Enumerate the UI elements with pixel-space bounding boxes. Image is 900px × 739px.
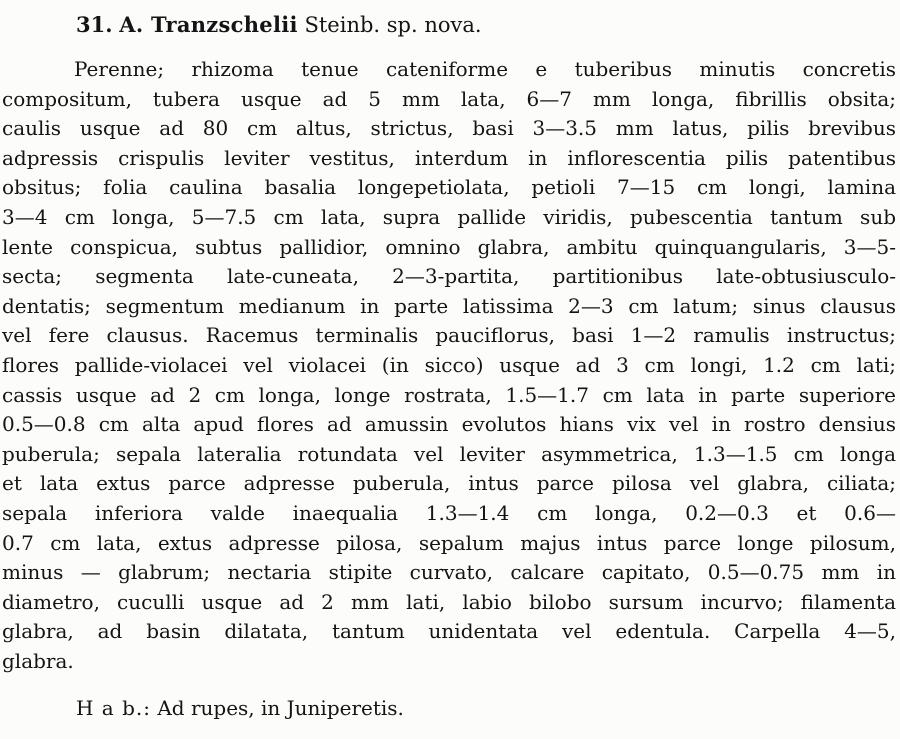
description-line: 0.5—0.8 cm alta apud flores ad amussin evolutos hians vix vel in rostro densius — [2, 412, 896, 437]
description-line: puberula; sepala lateralia rotundata vel leviter asymmetrica, 1.3—1.5 cm longa — [2, 441, 896, 466]
species-number: 31. — [76, 12, 113, 37]
description-line: minus — glabrum; nectaria stipite curvato, calcare capitato, 0.5—0.75 mm in — [2, 560, 896, 585]
habitat-line — [76, 693, 896, 723]
description-line: obsitus; folia caulina basalia longepetiolata, petioli 7—15 cm longi, lamina — [2, 175, 896, 200]
description-line: secta; segmenta late-cuneata, 2—3-partita, partitionibus late-obtusiusculo- — [2, 264, 896, 289]
description-line: cassis usque ad 2 cm longa, longe rostrata, 1.5—1.7 cm lata in parte superiore — [2, 382, 896, 407]
species-description — [0, 55, 900, 676]
description-line: sepala inferiora valde inaequalia 1.3—1.4 cm longa, 0.2—0.3 et 0.6— — [2, 500, 896, 525]
description-line: glabra, ad basin dilatata, tantum unidentata vel edentula. Carpella 4—5, — [2, 619, 896, 644]
description-line: 3—4 cm longa, 5—7.5 cm lata, supra pallide viridis, pubescentia tantum sub — [2, 204, 896, 229]
description-line: flores pallide-violacei vel violacei (in sicco) usque ad 3 cm longi, 1.2 cm lati; — [2, 352, 896, 377]
habitat-text: Ad rupes, in Juniperetis. — [157, 696, 404, 721]
species-name: A. Tranzschelii — [119, 12, 298, 37]
species-authority: Steinb. sp. nova. — [304, 13, 482, 37]
description-line: adpressis crispulis leviter vestitus, interdum in inflorescentia pilis patentibus — [2, 145, 896, 170]
description-line: dentatis; segmentum medianum in parte latissima 2—3 cm latum; sinus clausus — [2, 293, 896, 318]
description-line: diametro, cuculli usque ad 2 mm lati, labio bilobo sursum incurvo; filamenta — [2, 589, 896, 614]
description-line: vel fere clausus. Racemus terminalis pauciflorus, basi 1—2 ramulis instructus; — [2, 323, 896, 348]
description-line: Perenne; rhizoma tenue cateniforme e tuberibus minutis concretis — [74, 57, 896, 81]
habitat-label: H a b.: — [76, 696, 151, 721]
description-line: compositum, tubera usque ad 5 mm lata, 6—7 mm longa, fibrillis obsita; — [2, 86, 896, 111]
species-heading — [76, 10, 896, 40]
description-line: 0.7 cm lata, extus adpresse pilosa, sepalum majus intus parce longe pilosum, — [2, 530, 896, 555]
description-line: et lata extus parce adpresse puberula, intus parce pilosa vel glabra, ciliata; — [2, 471, 896, 496]
description-line: caulis usque ad 80 cm altus, strictus, basi 3—3.5 mm latus, pilis brevibus — [2, 116, 896, 141]
description-line: lente conspicua, subtus pallidior, omnino glabra, ambitu quinquangularis, 3—5- — [2, 234, 896, 259]
description-line: glabra. — [2, 648, 74, 673]
